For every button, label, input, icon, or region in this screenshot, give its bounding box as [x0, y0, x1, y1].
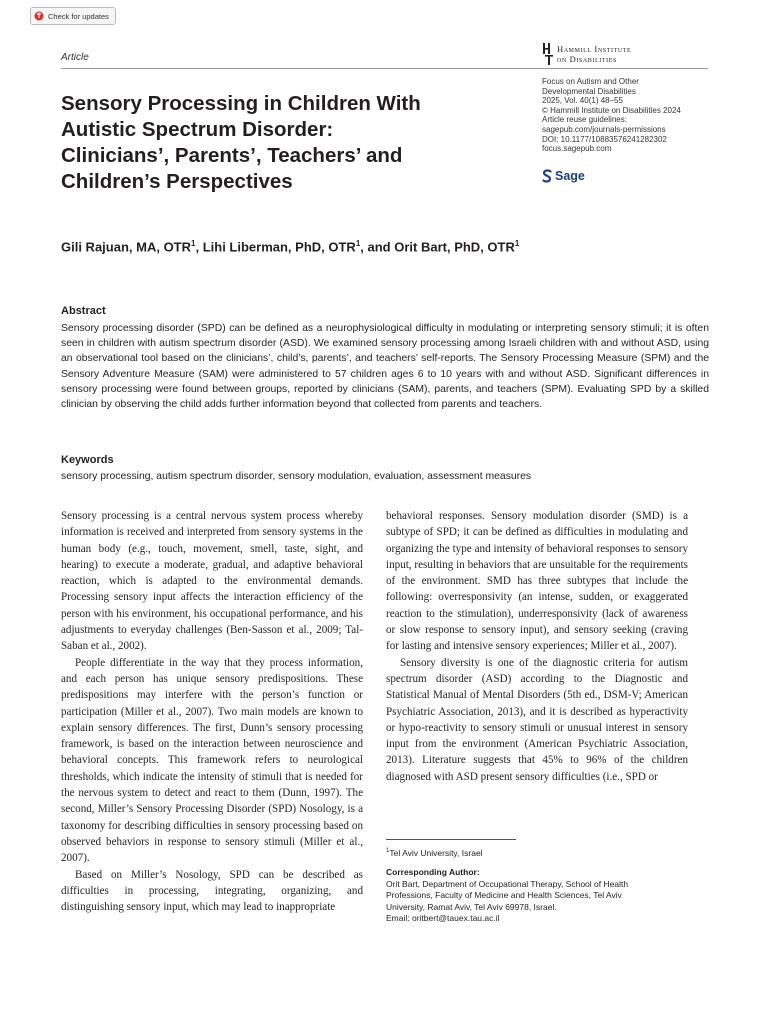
article-type-label: Article [61, 52, 89, 63]
article-title [61, 91, 501, 195]
corresponding-email[interactable]: Email: oritbert@tauex.tau.ac.il [386, 913, 500, 923]
author-affiliation-mark: 1 [355, 239, 361, 248]
journal-line: 2025, Vol. 40(1) 48–55 [542, 96, 623, 106]
hammill-logo-icon [542, 42, 554, 66]
corresponding-line: Orit Bart, Department of Occupational Therapy, School of Health [386, 878, 629, 889]
author-affiliation-mark: 1 [514, 239, 520, 248]
author-list [61, 239, 519, 254]
title-line: Clinicians’, Parents’, Teachers’ and [61, 144, 403, 167]
header-divider [61, 68, 708, 69]
body-paragraph: Sensory diversity is one of the diagnostic criteria for autism spectrum disorder (ASD) according to the Diagnostic and Statistical Manual of Mental Disorders (5th ed., DSM-V; American Psychiatric Association, 2013), and it is described as hyperactivity or hypo-reactivity to sensory stimuli or unusual interest in sensory input from the environment (American Psychiatric Association, 2013). Literature suggests that 45% to 96% of the children diagnosed with ASD present sensory difficulties (i.e., SPD or [386, 656, 688, 783]
publisher-name-line1: Hammill Institute [557, 44, 632, 54]
abstract-heading: Abstract [61, 305, 106, 317]
author-name: Lihi Liberman, PhD, OTR [202, 239, 356, 255]
sage-logo [542, 169, 585, 183]
corresponding-line: University, Ramat Aviv, Tel Aviv 69978, Israel. [386, 901, 557, 912]
footnote-divider [386, 839, 516, 840]
affiliation-mark: 1 [386, 848, 390, 854]
abstract-text: Sensory processing disorder (SPD) can be defined as a neurophysiological difficulty in modulating or interpreting sensory stimuli; it is often seen in children with autism spectrum disorder (ASD). We examined sensory processing among Israeli children with and without ASD, using an observational tool based on the clinicians’, child’s, parents’, and teachers’ self-reports. The Sensory Processing Measure (SPM) and the Sensory Adventure Measure (SAM) were administered to 57 children ages 6 to 10 years with and without ASD. Significant differences in sensory processing were found between groups, reported by clinicians (SAM), parents, and teachers (SPM). Evaluating SPD by a skilled clinician by observing the child adds further information beyond that collected from parents and teachers. [61, 323, 709, 411]
body-paragraph: behavioral responses. Sensory modulation disorder (SMD) is a subtype of SPD; it can be defined as difficulties in modulating and organizing the type and intensity of behavioral responses to sensory input, resulting in behaviors that are unsuitable for the requirements of the environment. SMD has three subtypes that include the following: overresponsivity (an intense, sudden, or exaggerated reaction to the stimulation), underresponsivity (lack of awareness or slow response to sensory input), and sensory seeking (craving for lasting and intensive sensory experiences; Miller et al., 2007). [386, 510, 688, 653]
check-updates-icon [34, 11, 44, 21]
sage-label: Sage [555, 169, 585, 183]
keywords-text: sensory processing, autism spectrum disorder, sensory modulation, evaluation, assessment measures [61, 471, 532, 482]
sage-s-icon [542, 169, 552, 183]
body-column-right [386, 508, 688, 785]
title-line: Autistic Spectrum Disorder: [61, 118, 334, 141]
body-column-left [61, 508, 363, 915]
body-paragraph: Sensory processing is a central nervous system process whereby information is received and interpreted from sensory systems in the human body (e.g., touch, movement, smell, taste, sight, and hearing) to execute a moderate, gradual, and adaptive behavioral reaction, which is adapted to the environmental demands. Processing sensory input affects the interaction efficiency of the person with his environment, his occupational performance, and his adjustments to everyday challenges (Ben-Sasson et al., 2009; Tal-Saban et al., 2002). [61, 510, 363, 653]
author-name: Orit Bart, PhD, OTR [394, 239, 515, 255]
corresponding-line: Professions, Faculty of Medicine and Health Sciences, Tel Aviv [386, 890, 622, 900]
publisher-logo [542, 42, 631, 66]
keywords-heading: Keywords [61, 454, 114, 466]
author-affiliation-mark: 1 [191, 239, 196, 248]
journal-link[interactable]: sagepub.com/journals-permissions [542, 124, 666, 134]
journal-link[interactable]: focus.sagepub.com [542, 144, 612, 154]
title-line: Children’s Perspectives [61, 170, 293, 193]
affiliation-text: Tel Aviv University, Israel [389, 847, 483, 858]
journal-line: Developmental Disabilities [542, 86, 636, 96]
affiliation-note [386, 846, 483, 858]
check-for-updates-button[interactable] [30, 7, 116, 25]
body-paragraph: Based on Miller’s Nosology, SPD can be described as difficulties in processing, integrating, organizing, and distinguishing sensory input, which may lead to inappropriate [61, 868, 363, 914]
journal-line: Focus on Autism and Other [542, 77, 639, 86]
journal-doi[interactable]: DOI: 10.1177/10883576241282302 [542, 134, 667, 144]
title-line: Sensory Processing in Children With [61, 92, 421, 115]
journal-line: © Hammill Institute on Disabilities 2024 [542, 105, 681, 115]
author-name: Gili Rajuan, MA, OTR [61, 239, 192, 255]
corresponding-author [386, 867, 686, 925]
author-separator: , [195, 239, 203, 255]
publisher-name-line2: on Disabilities [557, 54, 617, 64]
journal-line: Article reuse guidelines: [542, 115, 627, 125]
body-paragraph: People differentiate in the way that they process information, and each person has unique sensory predispositions. These predispositions may interfere with the person’s function or participation (Miller et al., 2007). Two main models are known to explain sensory differences. The first, Dunn’s sensory processing framework, is based on the interaction between neuroscience and behavioral concepts. This framework refers to neurological thresholds, which indicate the intensity of stimuli that is needed for the nervous system to detect and react to them (Dunn, 1997). The second, Miller’s Sensory Processing Disorder (SPD) Nosology, is a taxonomy for describing difficulties in sensory processing based on observed behaviors in response to sensory stimuli (Miller et al., 2007). [61, 656, 363, 865]
check-for-updates-label: Check for updates [48, 11, 109, 21]
author-separator: , and [360, 239, 395, 255]
corresponding-heading: Corresponding Author: [386, 867, 480, 877]
journal-info [542, 77, 681, 154]
